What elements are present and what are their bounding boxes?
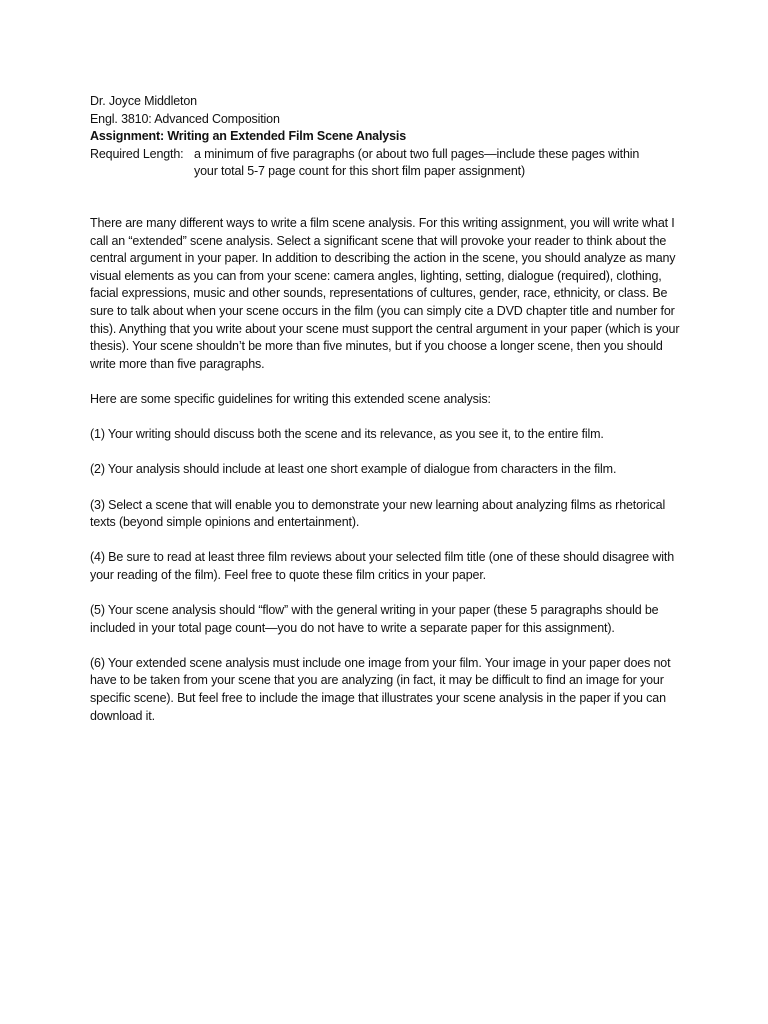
guideline-6: (6) Your extended scene analysis must include one image from your film. Your image in your paper does not have to be taken from your scene that you are analyzing (in fact, it may be difficult to find an image for your specific scene). But feel free to include the image that illustrates your scene analysis in the paper if you can download it. <box>90 655 671 723</box>
document-header <box>90 93 690 181</box>
intro-paragraph: There are many different ways to write a film scene analysis. For this writing assignment, you will write what I call an “extended” scene analysis. Select a significant scene that will provoke your reader to think about the central argument in your paper. In addition to describing the action in the scene, you should analyze as many visual elements as you can from your scene: camera angles, lighting, setting, dialogue (required), clothing, facial expressions, music and other sounds, representations of cultures, gender, race, ethnicity, or class. Be sure to talk about when your scene occurs in the film (you can simply cite a DVD chapter title and number for this). Anything that you write about your scene must support the central argument in your paper (which is your thesis). Your scene shouldn’t be more than five minutes, but if you choose a longer scene, then you should write more than five paragraphs. <box>90 216 680 371</box>
guideline-2: (2) Your analysis should include at least one short example of dialogue from characters in the film. <box>90 462 617 477</box>
course-name: Engl. 3810: Advanced Composition <box>90 111 280 126</box>
required-length-row <box>90 146 690 181</box>
assignment-body <box>90 215 680 743</box>
required-length-value: a minimum of five paragraphs (or about two full pages—include these pages within your total 5-7 page count for this short film paper assignment) <box>194 146 640 179</box>
guideline-4: (4) Be sure to read at least three film reviews about your selected film title (one of these should disagree with your reading of the film). Feel free to quote these film critics in your paper. <box>90 550 675 582</box>
required-length-label: Required Length: <box>90 146 184 161</box>
instructor-name: Dr. Joyce Middleton <box>90 94 197 108</box>
guidelines-intro: Here are some specific guidelines for writing this extended scene analysis: <box>90 391 491 406</box>
guideline-1: (1) Your writing should discuss both the scene and its relevance, as you see it, to the entire film. <box>90 427 604 442</box>
guideline-5: (5) Your scene analysis should “flow” with the general writing in your paper (these 5 paragraphs should be included in your total page count—you do not have to write a separate paper for this assignment). <box>90 603 659 635</box>
assignment-title: Assignment: Writing an Extended Film Scene Analysis <box>90 129 407 144</box>
guideline-3: (3) Select a scene that will enable you to demonstrate your new learning about analyzing films as rhetorical texts (beyond simple opinions and entertainment). <box>90 497 666 530</box>
